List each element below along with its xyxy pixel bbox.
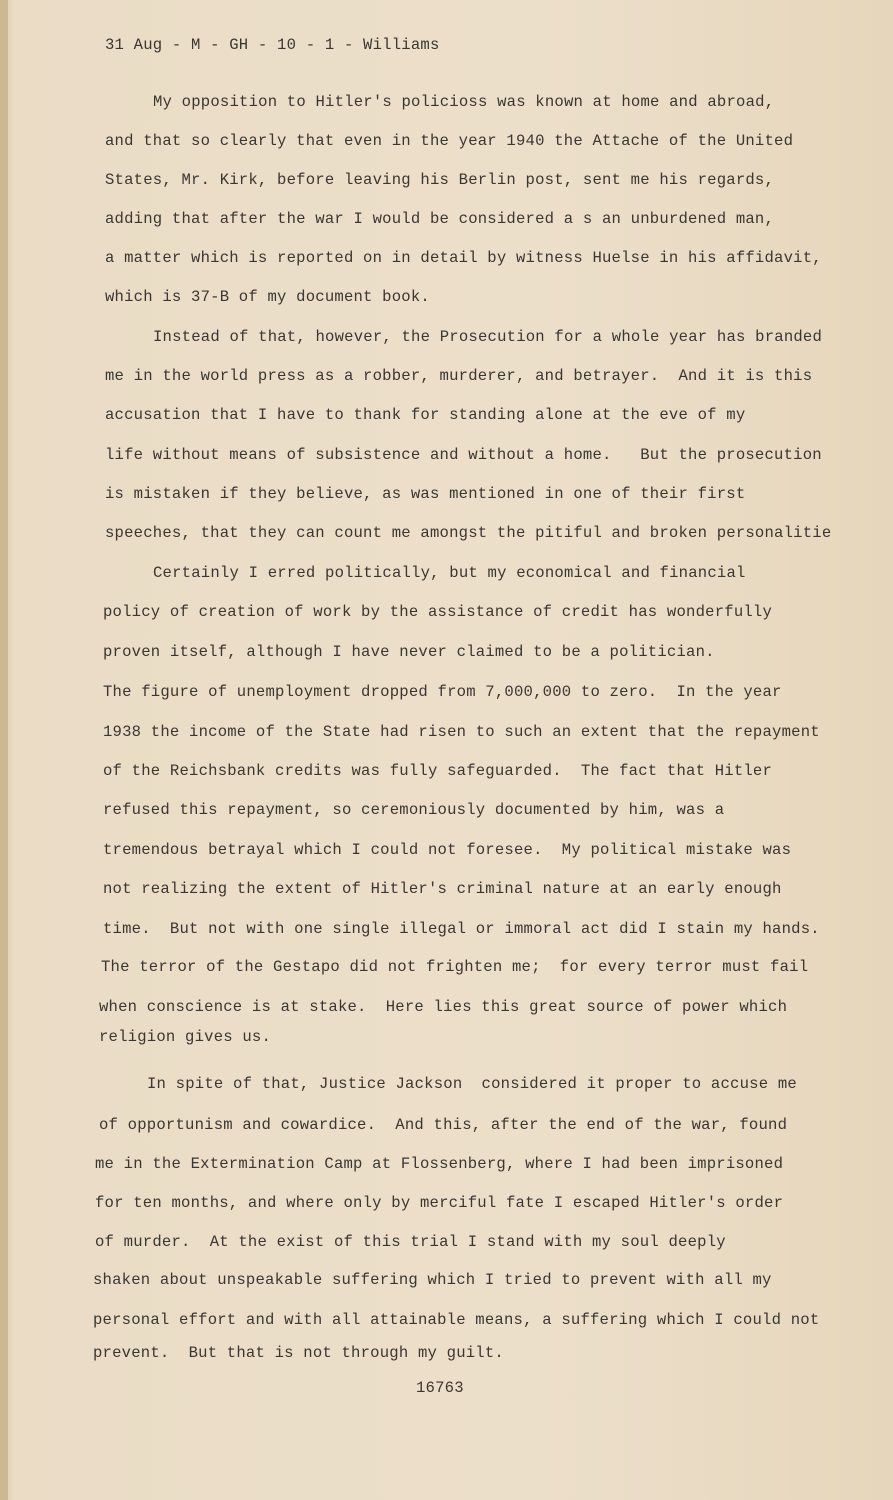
paper-edge (0, 0, 8, 1500)
text-line: refused this repayment, so ceremoniously documented by him, was a (103, 801, 725, 819)
text-line: and that so clearly that even in the year 1940 the Attache of the United (105, 132, 794, 150)
text-line: shaken about unspeakable suffering which I tried to prevent with all my (93, 1271, 772, 1289)
text-line: policy of creation of work by the assistance of credit has wonderfully (103, 603, 773, 621)
text-line: religion gives us. (99, 1028, 272, 1046)
text-line: of murder. At the exist of this trial I stand with my soul deeply (95, 1233, 726, 1251)
text-line: prevent. But that is not through my guilt. (93, 1344, 504, 1362)
text-line: The figure of unemployment dropped from 7,000,000 to zero. In the year (103, 683, 782, 701)
text-line: The terror of the Gestapo did not frighten me; for every terror must fail (101, 958, 809, 976)
page-number: 16763 (416, 1379, 464, 1397)
text-line: of the Reichsbank credits was fully safeguarded. The fact that Hitler (103, 762, 773, 780)
text-line: adding that after the war I would be considered a s an unburdened man, (105, 210, 775, 228)
text-line: which is 37-B of my document book. (105, 288, 430, 306)
text-line: proven itself, although I have never claimed to be a politician. (103, 643, 715, 661)
text-line: is mistaken if they believe, as was mentioned in one of their first (105, 485, 746, 503)
text-line: life without means of subsistence and without a home. But the prosecution (105, 446, 822, 464)
text-line: not realizing the extent of Hitler's criminal nature at an early enough (103, 880, 782, 898)
text-line: me in the Extermination Camp at Flossenberg, where I had been imprisoned (95, 1155, 784, 1173)
text-line: Certainly I erred politically, but my economical and financial (153, 564, 746, 582)
text-line: of opportunism and cowardice. And this, after the end of the war, found (99, 1116, 788, 1134)
text-line: a matter which is reported on in detail by witness Huelse in his affidavit, (105, 249, 822, 267)
text-line: States, Mr. Kirk, before leaving his Berlin post, sent me his regards, (105, 171, 775, 189)
text-line: personal effort and with all attainable means, a suffering which I could not (93, 1311, 820, 1329)
text-line: accusation that I have to thank for standing alone at the eve of my (105, 406, 746, 424)
text-line: tremendous betrayal which I could not foresee. My political mistake was (103, 841, 792, 859)
text-line: when conscience is at stake. Here lies this great source of power which (99, 998, 788, 1016)
text-line: 1938 the income of the State had risen to such an extent that the repayment (103, 723, 820, 741)
text-line: me in the world press as a robber, murderer, and betrayer. And it is this (105, 367, 813, 385)
text-line: In spite of that, Justice Jackson considered it proper to accuse me (147, 1075, 797, 1093)
text-line: Instead of that, however, the Prosecution for a whole year has branded (153, 328, 823, 346)
text-line: time. But not with one single illegal or immoral act did I stain my hands. (103, 920, 820, 938)
header-line: 31 Aug - M - GH - 10 - 1 - Williams (105, 36, 440, 54)
text-line: speeches, that they can count me amongst the pitiful and broken personalitie (105, 524, 832, 542)
text-line: for ten months, and where only by merciful fate I escaped Hitler's order (95, 1194, 784, 1212)
text-line: My opposition to Hitler's policioss was known at home and abroad, (153, 93, 775, 111)
